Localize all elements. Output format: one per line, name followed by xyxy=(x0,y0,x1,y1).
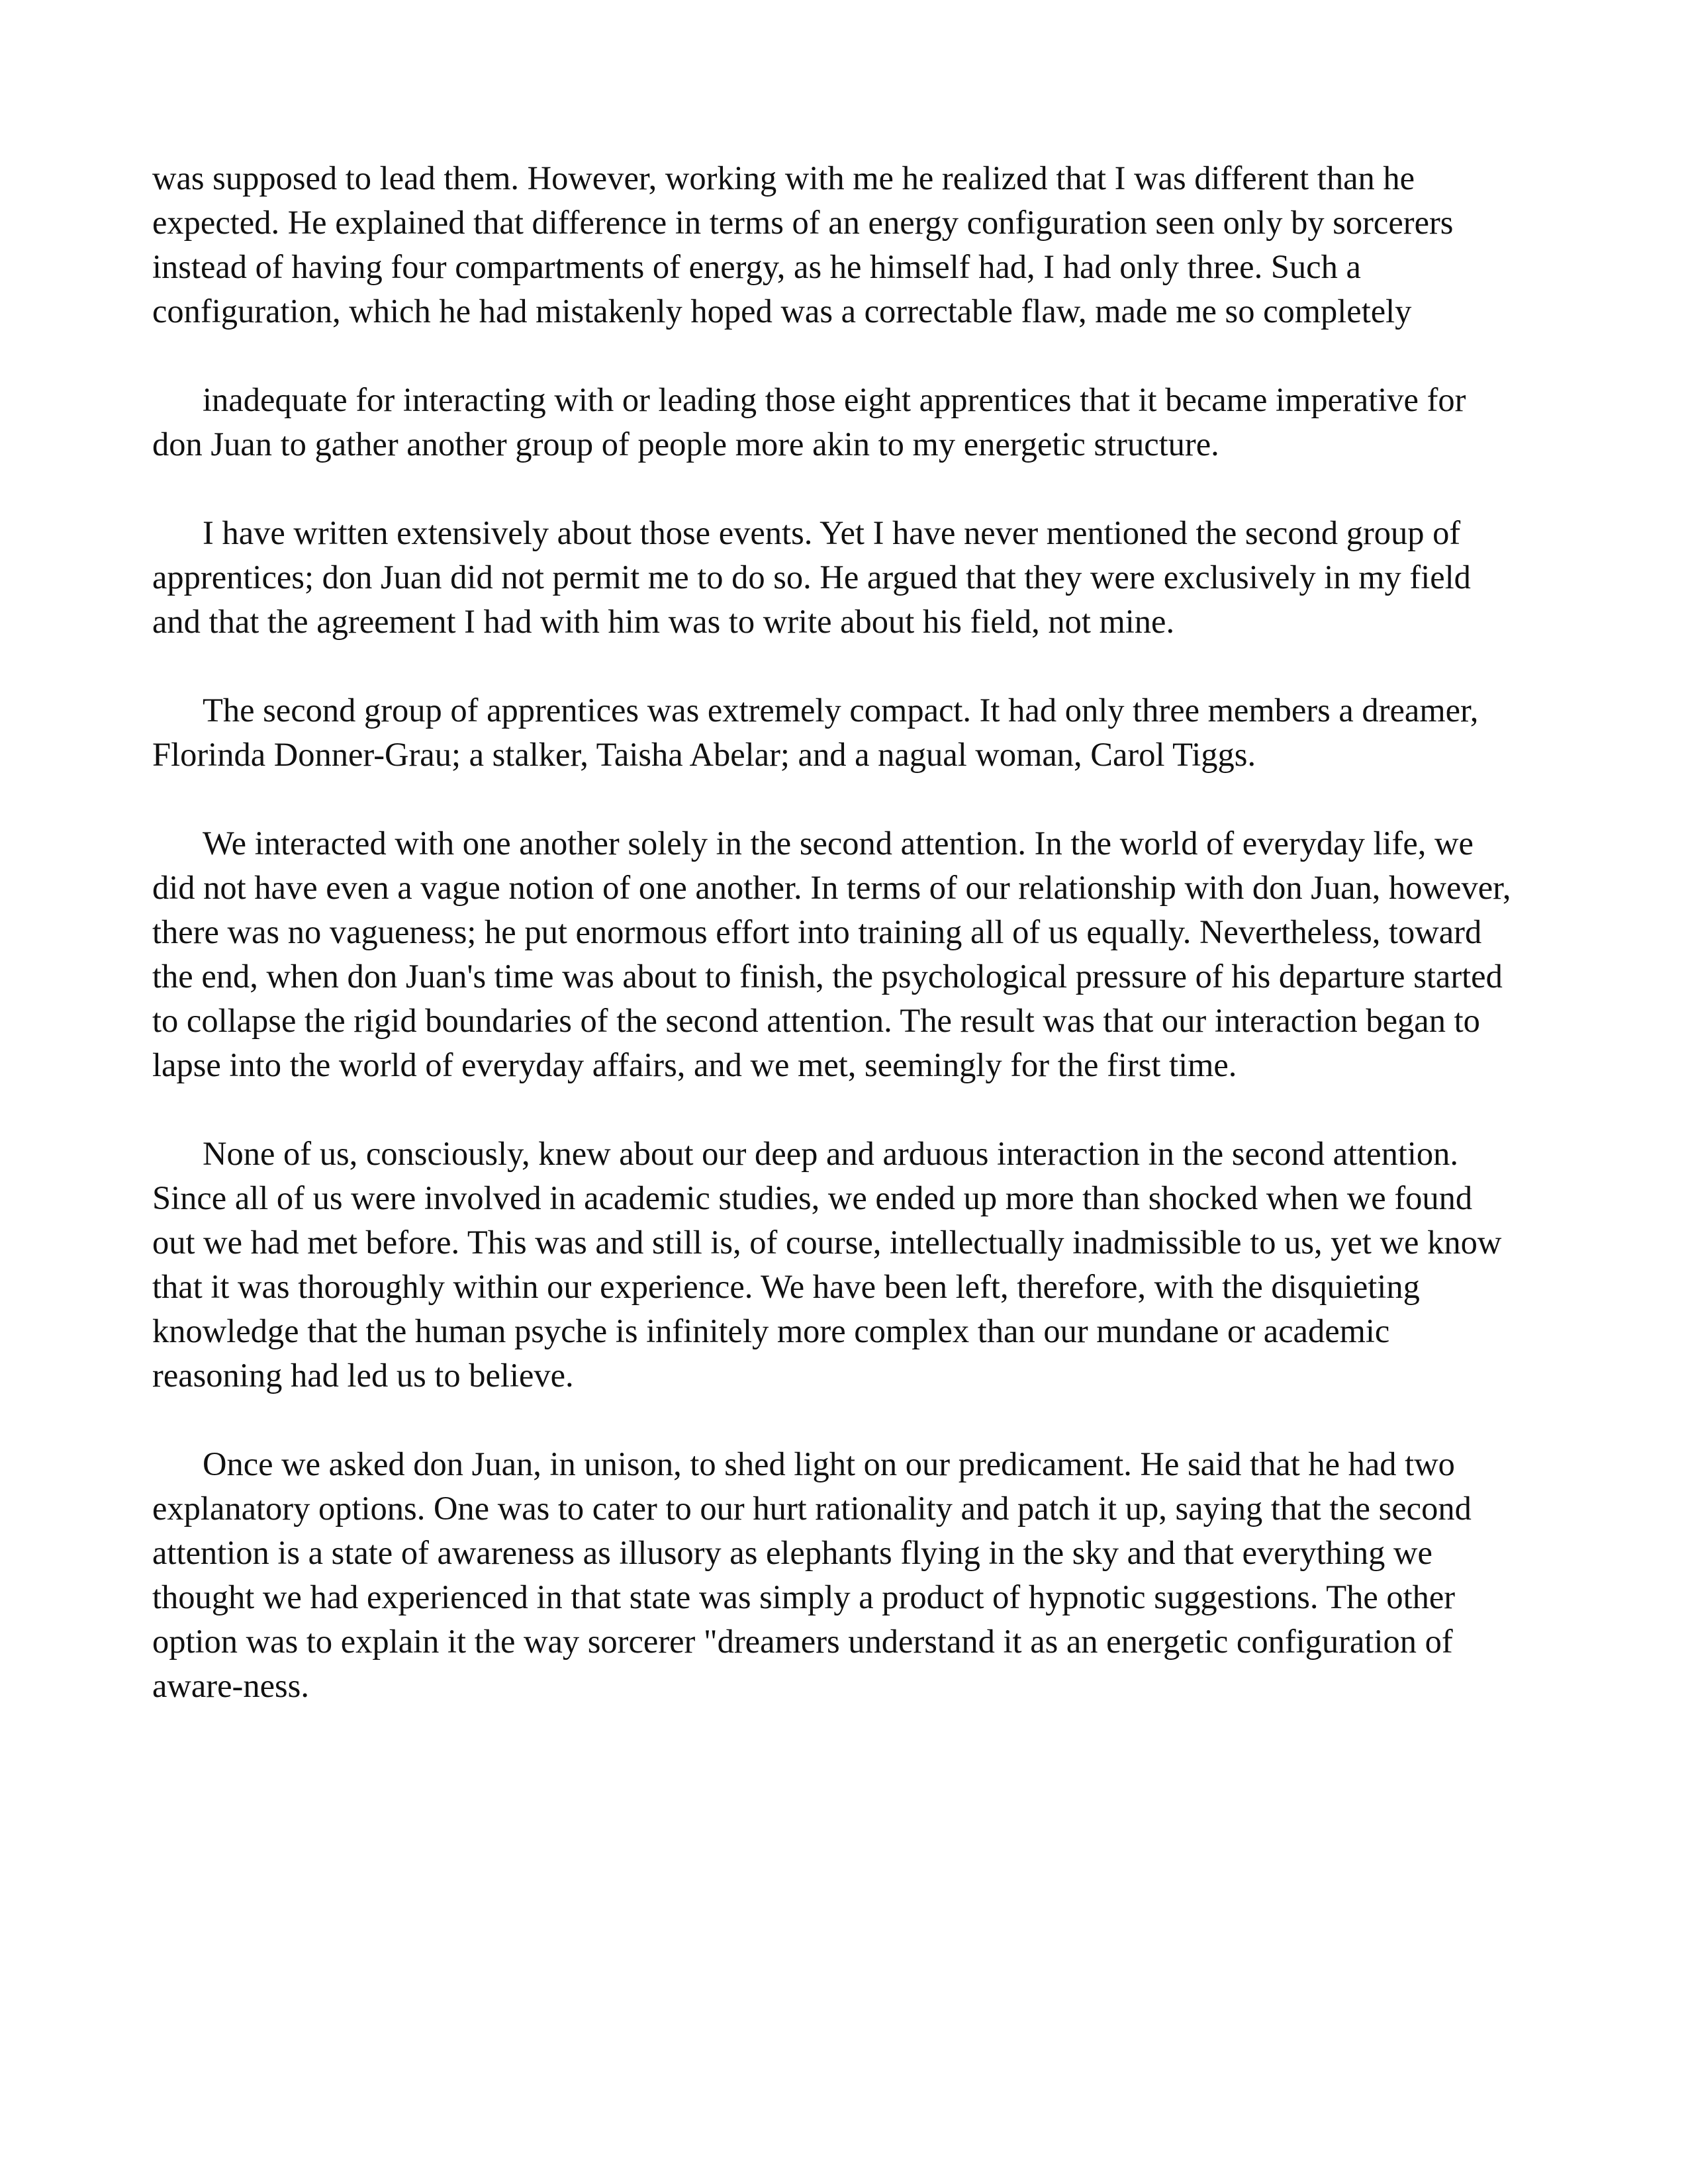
paragraph: None of us, consciously, knew about our deep and arduous interaction in the second attention. Since all of us were involved in academic studies, we ended up more than shocked when we found out we had met before. This was and still is, of course, intellectually inadmissible to us, yet we know that it was thoroughly within our experience. We have been left, therefore, with the disquieting knowledge that the human psyche is infinitely more complex than our mundane or academic reasoning had led us to believe. xyxy=(152,1135,1502,1394)
paragraph: Once we asked don Juan, in unison, to shed light on our predicament. He said that he had two explanatory options. One was to cater to our hurt rationality and patch it up, saying that the second attention is a state of awareness as illusory as elephants flying in the sky and that everything we thought we had experienced in that state was simply a product of hypnotic suggestions. The other option was to explain it the way sorcerer "dreamers understand it as an energetic configuration of aware-ness. xyxy=(152,1445,1472,1704)
paragraph: I have written extensively about those events. Yet I have never mentioned the second group of apprentices; don Juan did not permit me to do so. He argued that they were exclusively in my field and that the agreement I had with him was to write about his field, not mine. xyxy=(152,514,1471,640)
paragraph: We interacted with one another solely in the second attention. In the world of everyday life, we did not have even a vague notion of one another. In terms of our relationship with don Juan, however, there was no vagueness; he put enormous effort into training all of us equally. Nevertheless, toward the end, when don Juan's time was about to finish, the psychological pressure of his departure started to collapse the rigid boundaries of the second attention. The result was that our interaction began to lapse into the world of everyday affairs, and we met, seemingly for the first time. xyxy=(152,825,1511,1083)
paragraph: The second group of apprentices was extremely compact. It had only three members a dreamer, Florinda Donner-Grau; a stalker, Taisha Abelar; and a nagual woman, Carol Tiggs. xyxy=(152,692,1479,773)
paragraph: was supposed to lead them. However, working with me he realized that I was different than he expected. He explained that difference in terms of an energy configuration seen only by sorcerers instead of having four compartments of energy, as he himself had, I had only three. Such a configuration, which he had mistakenly hoped was a correctable flaw, made me so completely xyxy=(152,159,1454,330)
document-body xyxy=(152,156,1516,1708)
paragraph: inadequate for interacting with or leading those eight apprentices that it became imperative for don Juan to gather another group of people more akin to my energetic structure. xyxy=(152,381,1466,463)
